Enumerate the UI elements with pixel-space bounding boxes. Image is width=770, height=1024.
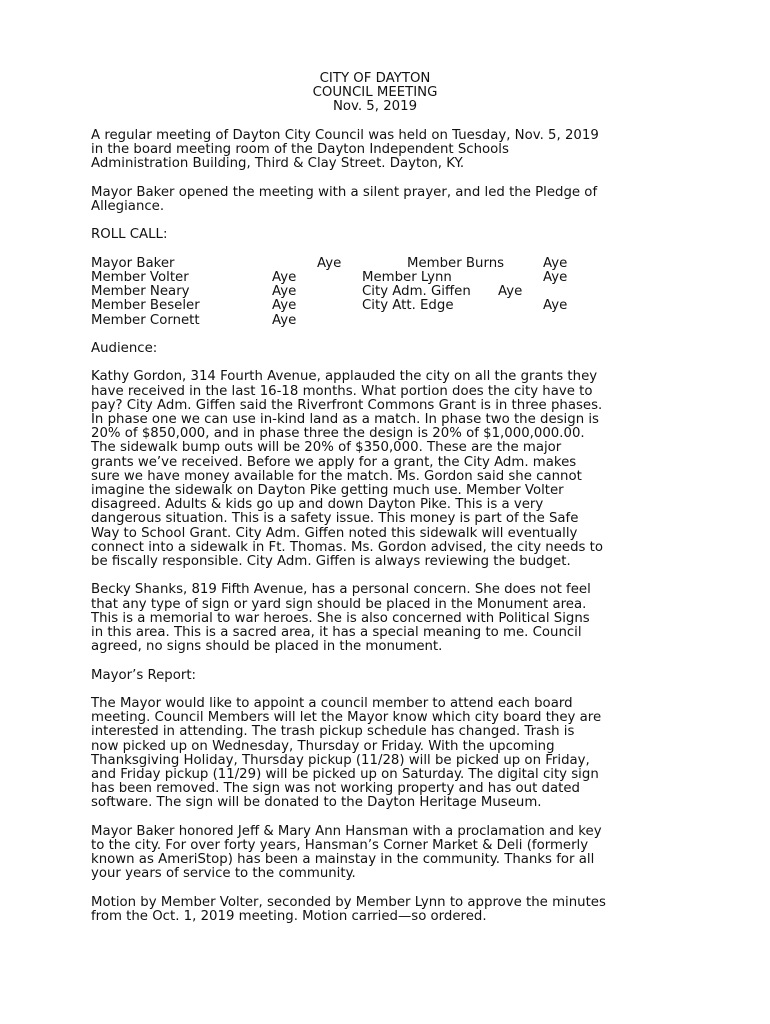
roll-name: Member Volter (91, 269, 189, 285)
meeting-date: Nov. 5, 2019 (332, 99, 418, 115)
roll-vote: Aye (498, 284, 523, 300)
roll-call-row (91, 299, 681, 313)
roll-name: Member Beseler (91, 298, 200, 314)
document-header (0, 72, 750, 115)
roll-name: Mayor Baker (91, 255, 175, 271)
roll-call-table (91, 255, 681, 328)
roll-vote: Aye (543, 255, 568, 271)
audience-paragraph-shanks: Becky Shanks, 819 Fifth Avenue, has a personal concern. She does not feel that any type of sign or yard sign should be placed in the Monument area. This is a memorial to war heroes. She is also concerned with Political Signs in this area. This is a sacred area, it has a special meaning to me. Council agreed, no signs should be placed in the monument. (91, 582, 591, 655)
roll-vote: Aye (317, 255, 342, 271)
mayor-report-paragraph: The Mayor would like to appoint a council member to attend each board meeting. Council Members will let the Mayor know which city board they are interested in attending. The trash pickup schedule has changed. Trash is now picked up on Wednesday, Thursday or Friday. With the upcoming Thanksgiving Holiday, Thursday pickup (11/28) will be picked up on Friday, and Friday pickup (11/29) will be picked up on Saturday. The digital city sign has been removed. The sign was not working property and has out dated software. The sign will be donated to the Dayton Heritage Museum. (91, 695, 602, 811)
roll-vote: Aye (543, 298, 568, 314)
roll-call-row (91, 285, 681, 299)
roll-name: Member Burns (407, 255, 505, 271)
roll-vote: Aye (272, 298, 297, 314)
roll-vote: Aye (543, 269, 568, 285)
opening-paragraph: Mayor Baker opened the meeting with a silent prayer, and led the Pledge of Allegiance. (91, 184, 598, 214)
roll-vote: Aye (272, 284, 297, 300)
intro-paragraph: A regular meeting of Dayton City Council was held on Tuesday, Nov. 5, 2019 in the board meeting room of the Dayton Independent Schools Administration Building, Third & Clay Street. Dayton, KY. (91, 128, 599, 172)
roll-call-heading: ROLL CALL: (91, 227, 168, 243)
audience-heading: Audience: (91, 340, 158, 356)
roll-name: Member Lynn (362, 269, 452, 285)
roll-vote: Aye (272, 312, 297, 328)
audience-paragraph-gordon: Kathy Gordon, 314 Fourth Avenue, applauded the city on all the grants they have received in the last 16-18 months. What portion does the city have to pay? City Adm. Giffen said the Riverfront Commons Grant is in three phases. In phase one we can use in-kind land as a match. In phase two the design is 20% of $850,000, and in phase three the design is 20% of $1,000,000.00. The sidewalk bump outs will be 20% of $350,000. These are the major grants we’ve received. Before we apply for a grant, the City Adm. makes sure we have money available for the match. Ms. Gordon said she cannot imagine the sidewalk on Dayton Pike getting much use. Member Volter disagreed. Adults & kids go up and down Dayton Pike. This is a very dangerous situation. This is a safety issue. This money is part of the Safe Way to School Grant. City Adm. Giffen noted this sidewalk will eventually connect into a sidewalk in Ft. Thomas. Ms. Gordon advised, the city needs to be fiscally responsible. City Adm. Giffen is always reviewing the budget. (91, 369, 604, 569)
spacer (91, 328, 681, 342)
roll-name: Member Cornett (91, 312, 200, 328)
roll-call-row (91, 257, 681, 271)
document-body (91, 129, 681, 938)
roll-call-row (91, 314, 681, 328)
roll-call-row (91, 271, 681, 285)
proclamation-paragraph: Mayor Baker honored Jeff & Mary Ann Hansman with a proclamation and key to the city. For over forty years, Hansman’s Corner Market & Deli (formerly known as AmeriStop) has been a mainstay in the community. Thanks for all your years of service to the community. (91, 823, 602, 882)
mayor-report-heading: Mayor’s Report: (91, 667, 197, 683)
meeting-title: COUNCIL MEETING (312, 85, 438, 101)
roll-name: Member Neary (91, 284, 190, 300)
motion-paragraph: Motion by Member Volter, seconded by Member Lynn to approve the minutes from the Oct. 1, 2019 meeting. Motion carried—so ordered. (91, 894, 606, 924)
city-title: CITY OF DAYTON (319, 71, 431, 86)
roll-vote: Aye (272, 269, 297, 285)
roll-name: City Att. Edge (362, 298, 454, 314)
roll-name: City Adm. Giffen (362, 284, 471, 300)
